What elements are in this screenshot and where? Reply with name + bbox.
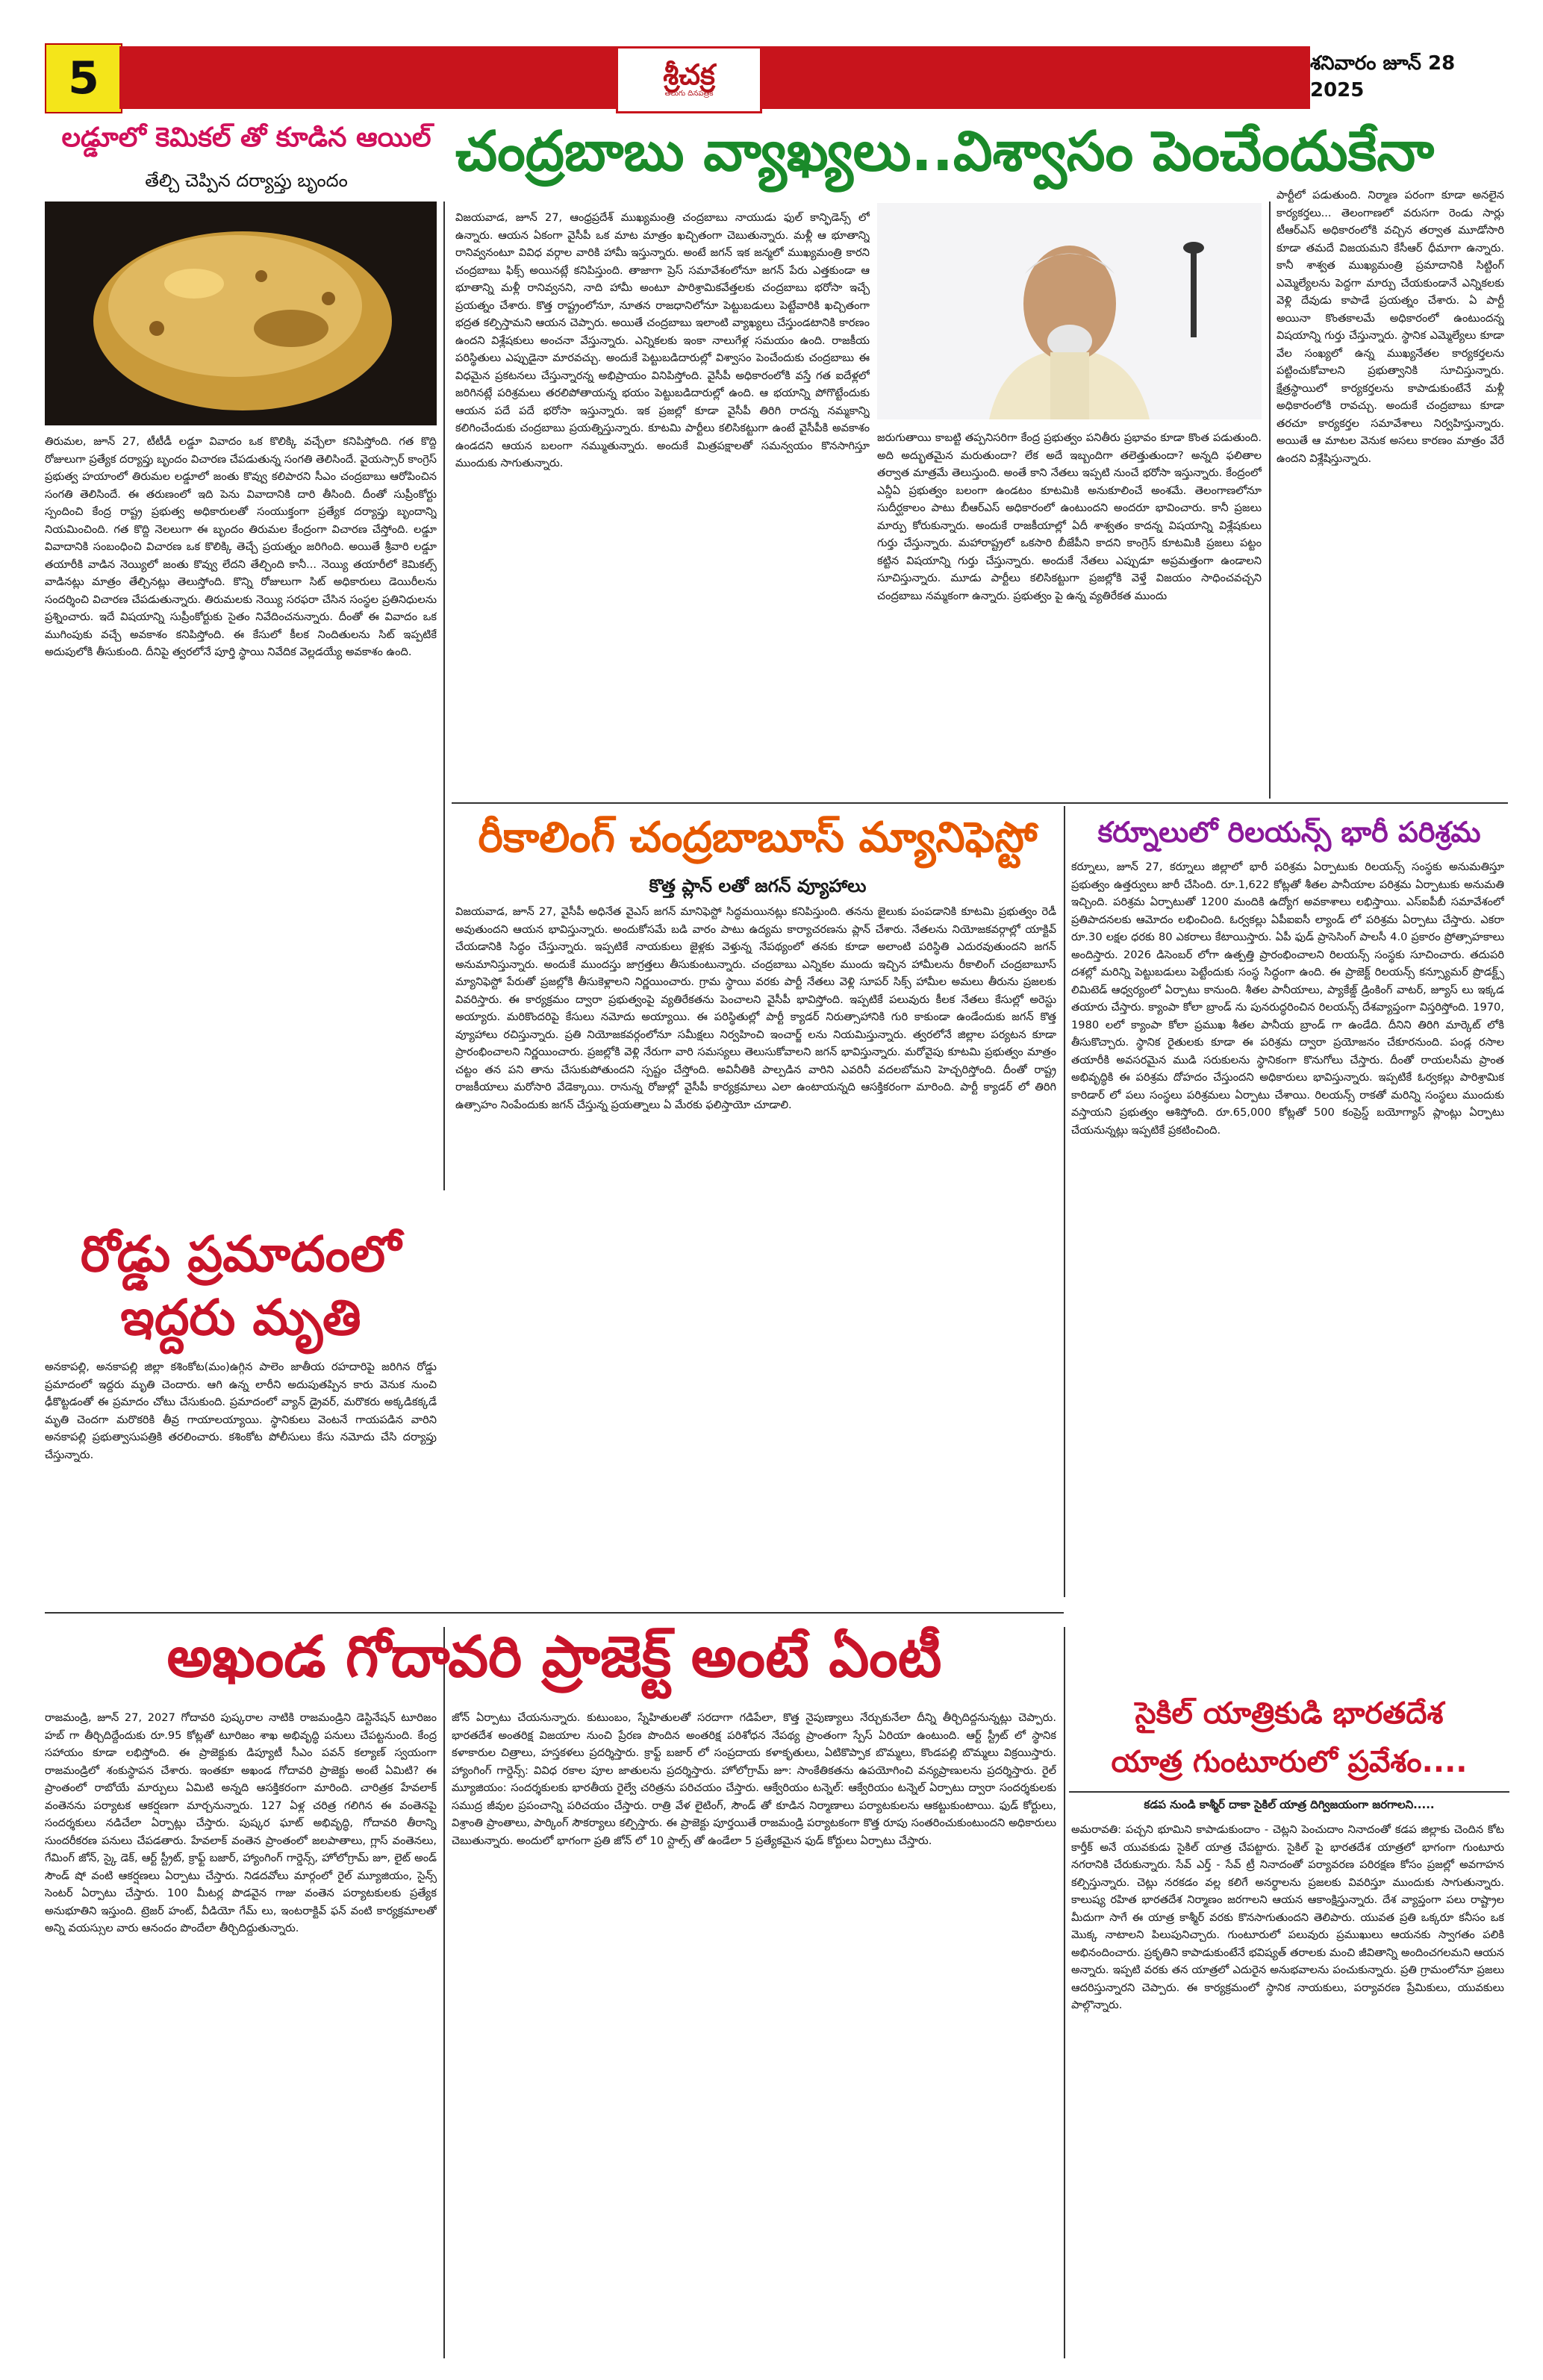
godavari-col1: రాజమండ్రి, జూన్ 27, 2027 గోదావరి పుష్కరాల నాటికి రాజమండ్రిని డెస్టినేషన్ టూరిజం హబ్ గా తీర్చిదిద్దేందుకు రూ.95 కోట్లతో టూరిజం శాఖ అభివృద్ధి పనులు చేపట్టనుంది. కేంద్ర సహాయం కూడా లభిస్తోంది. ఈ ప్రాజెక్టుకు డిప్యూటీ సీఎం పవన్ కల్యాణ్ స్వయంగా రాజమండ్రిలో శంకుస్థాపన చేశారు. ఇంతకూ అఖండ గోదావరి ప్రాజెక్టు అంటే ఏమిటి? ఈ ప్రాంతంలో రాబోయే మార్పులు ఏమిటి అన్నది ఆసక్తికరంగా మారింది. చారిత్రక హేవలాక్ వంతెనను పర్యాటక ఆకర్షణగా మార్చనున్నారు. 127 ఏళ్ల చరిత్ర గలిగిన ఈ వంతెనపై సందర్శకులు నడిచేలా ఏర్పాట్లు చేస్తారు. పుష్కర ఘాట్ అభివృద్ధి, గోదావరి తీరాన్ని సుందరీకరణ పనులు చేపడతారు. హేవలాక్ వంతెన ప్రాంతంలో జలపాతాలు, గ్లాస్ వంతెనలు, గేమింగ్ జోన్, స్కై డెక్, ఆర్ట్ స్ట్రీట్, క్రాఫ్ట్ బజార్, హ్యాంగింగ్ గార్డెన్స్, హోలోగ్రామ్ జూ, లైట్ అండ్ సౌండ్ షో వంటి ఆకర్షణలు ఏర్పాటు చేస్తారు. నిడదవోలు మార్గంలో రైల్ మ్యూజియం, సైన్స్ సెంటర్ ఏర్పాటు చేస్తారు. 100 మీటర్ల పొడవైన గాజు వంతెన పర్యాటకులకు ప్రత్యేక అనుభూతిని ఇస్తుంది. ట్రెజర్ హంట్, వీడియో గేమ్ లు, ఇంటరాక్టివ్ ఫన్ వంటి కార్యక్రమాలతో అన్ని వయస్సుల వారు ఆనందం పొందేలా తీర్చిదిద్దుతున్నారు. xyxy=(45,1711,437,1934)
laddu-photo xyxy=(45,202,437,425)
godavari-col2: జోన్ ఏర్పాటు చేయనున్నారు. కుటుంబం, స్నేహితులతో సరదాగా గడిపేలా, కొత్త నైపుణ్యాలు నేర్చుకునేలా దీన్ని తీర్చిదిద్దనున్నట్లు చెప్పారు. భారతదేశ అంతరిక్ష విజయాల నుంచి ప్రేరణ పొందిన అంతరిక్ష పరిశోధన నేపథ్య ప్రాంతంగా స్పేస్ ఏరియా ఉంటుంది. ఆర్ట్ స్ట్రీట్ లో స్థానిక కళాకారుల చిత్రాలు, హస్తకళలు ప్రదర్శిస్తారు. క్రాఫ్ట్ బజార్ లో సంప్రదాయ కళాకృతులు, ఏటికొప్పాక బొమ్మలు, కొండపల్లి బొమ్మలు విక్రయిస్తారు. హ్యాంగింగ్ గార్డెన్స్: వివిధ రకాల పూల జాతులను ప్రదర్శిస్తారు. హోలోగ్రామ్ జూ: సాంకేతికతను ఉపయోగించి వన్యప్రాణులను ప్రదర్శిస్తారు. రైల్ మ్యూజియం: సందర్శకులకు భారతీయ రైల్వే చరిత్రను పరిచయం చేస్తారు. ఆక్వేరియం టన్నెల్: ఆక్వేరియం టన్నెల్ ఏర్పాటు ద్వారా సందర్శకులకు సముద్ర జీవుల ప్రపంచాన్ని పరిచయం చేస్తారు. రాత్రి వేళ లైటింగ్, సౌండ్ తో కూడిన నిర్మాణాలు పర్యాటకులను ఆకట్టుకుంటాయి. ఫుడ్ కోర్టులు, విశ్రాంతి ప్రాంతాలు, పార్కింగ్ సౌకర్యాలు కల్పిస్తారు. ఈ ప్రాజెక్టు పూర్తయితే రాజమండ్రి పర్యాటకంగా కొత్త రూపు సంతరించుకుంటుందని అధికారులు చెబుతున్నారు. అందులో భాగంగా ప్రతి జోన్ లో 10 స్టాల్స్ తో ఉండేలా 5 ప్రత్యేకమైన ఫుడ్ కోర్టులు ఏర్పాటు చేస్తారు. xyxy=(452,1711,1056,1847)
laddu-headline: లడ్డూలో కెమికల్ తో కూడిన ఆయిల్ xyxy=(61,122,431,153)
jagan-subhead: కొత్త ప్లాన్ లతో జగన్ వ్యూహాలు xyxy=(649,875,867,896)
main-headline: చంద్రబాబు వ్యాఖ్యలు..విశ్వాసం పెంచేందుకేనా xyxy=(455,119,1435,184)
chandrababu-photo xyxy=(877,203,1262,419)
main-col3: పార్టీలో పడుతుంది. నిర్మాణ పరంగా కూడా అనలైన కార్యకర్తలు... తెలంగాణలో వరుసగా రెండు సార్లు టీఆర్ఎస్ అధికారంలోకి వచ్చిన తర్వాత మూడోసారి కూడా తమదే విజయమని కేసీఆర్ ధీమాగా ఉన్నారు. కానీ శాశ్వత ముఖ్యమంత్రి ప్రమాదానికి సిట్టింగ్ ఎమ్మెల్యేలను పెద్దగా మార్పు చేయకుండానే ఎన్నికలకు వెళ్లి దేవుడు కాపాడే ప్రయత్నం చేశారు. ఏ పార్టీ అయినా కొంతకాలమే అధికారంలో ఉంటుందన్న విషయాన్ని గుర్తు చేస్తున్నారు. స్థానిక ఎమ్మెల్యేలు కూడా వేల సంఖ్యలో ఉన్న ముఖ్యనేతల కార్యకర్తలను పట్టించుకోవాలని ప్రభుత్వానికి సూచిస్తున్నారు. క్షేత్రస్థాయిలో కార్యకర్తలను కాపాడుకుంటేనే మళ్లీ అధికారంలోకి రావచ్చు. అందుకే చంద్రబాబు కూడా తరచూ కార్యకర్తల సమావేశాలు నిర్వహిస్తున్నారు. అయితే ఆ మాటల వెనుక అసలు కారణం మాత్రం వేరే ఉందని విశ్లేషిస్తున్నారు. xyxy=(1277,189,1504,465)
jagan-headline: రీకాలింగ్ చంద్రబాబూస్ మ్యానిఫెస్టో xyxy=(478,813,1038,862)
cycle-headline-line1: సైకిల్ యాత్రికుడి భారతదేశ xyxy=(1135,1696,1444,1731)
logo-text: శ్రీచక్ర xyxy=(663,58,715,91)
cycle-headline-line2: యాత్ర గుంటూరులో ప్రవేశం.... xyxy=(1111,1745,1468,1779)
laddu-body: తిరుమల, జూన్ 27, టీటీడీ లడ్డూ వివాదం ఒక కొలిక్కి వచ్చేలా కనిపిస్తోంది. గత కొద్ది రోజులుగా ప్రత్యేక దర్యాప్తు బృందం విచారణ చేపడుతున్న సంగతి తెలిసిందే. వైయస్సార్ కాంగ్రెస్ ప్రభుత్వ హయాంలో తిరుమల లడ్డూలో జంతు కొవ్వు కలిపారని సీఎం చంద్రబాబు ఆరోపించిన సంగతి తెలిసిందే. ఈ తరుణంలో ఇది పెను వివాదానికి దారి తీసింది. దీంతో సుప్రీంకోర్టు స్పందించి కేంద్ర రాష్ట్ర ప్రభుత్వ అధికారులతో సంయుక్తంగా ప్రత్యేక దర్యాప్తు బృందాన్ని నియమించింది. గత కొద్ది నెలలుగా ఈ బృందం తిరుమల కేంద్రంగా విచారణ చేస్తోంది. లడ్డూ వివాదానికి సంబంధించి విచారణ ఒక కొలిక్కి తెచ్చే ప్రయత్నం జరిగింది. అయితే శ్రీవారి లడ్డూ తయారీకి వాడిన నెయ్యిలో జంతు కొవ్వు లేదని తేల్చింది కానీ... నెయ్యి తయారీలో కెమికల్స్ వాడినట్లు మాత్రం తేల్చినట్లు తెలుస్తోంది. కొన్ని రోజులుగా సిట్ అధికారులు డెయిరీలను సందర్శించి విచారణ చేపడుతున్నారు. తిరుమలకు నెయ్యి సరఫరా చేసిన సంస్థల ప్రతినిధులను ప్రశ్నించారు. ఇదే విషయాన్ని సుప్రీంకోర్టుకు సైతం నివేదించనున్నారు. దీంతో ఈ వివాదం ఒక ముగింపుకు వచ్చే అవకాశం కనిపిస్తోంది. ఈ కేసులో కీలక నిందితులను సిట్ ఇప్పటికే అదుపులోకి తీసుకుంది. దీనిపై త్వరలోనే పూర్తి స్థాయి నివేదిక వెల్లడయ్యే అవకాశం ఉంది. xyxy=(45,435,437,658)
dateline: శనివారం జూన్ 28 2025 xyxy=(1310,52,1456,101)
reliance-headline: కర్నూలులో రిలయన్స్ భారీ పరిశ్రమ xyxy=(1097,816,1481,849)
cycle-subhead: కడప నుండి కాశ్మీర్ దాకా సైకిల్ యాత్ర దిగ్విజయంగా జరగాలని..... xyxy=(1069,1791,1509,1814)
laddu-subhead: తేల్చి చెప్పిన దర్యాప్తు బృందం xyxy=(145,170,348,191)
reliance-body: కర్నూలు, జూన్ 27, కర్నూలు జిల్లాలో భారీ పరిశ్రమ ఏర్పాటుకు రిలయన్స్ సంస్థకు అనుమతిస్తూ ప్రభుత్వం ఉత్తర్వులు జారీ చేసింది. రూ.1,622 కోట్లతో శీతల పానీయాల పరిశ్రమ ఏర్పాటుకు అనుమతి ఇచ్చింది. పరిశ్రమ ఏర్పాటుతో 1200 మందికి ఉద్యోగ అవకాశాలు లభిస్తాయి. ఎస్ఐపీబీ సమావేశంలో ప్రతిపాదనలకు ఆమోదం లభించింది. ఓర్వకల్లు ఏపీఐఐసీ ల్యాండ్ లో పరిశ్రమ ఏర్పాటు చేస్తారు. ఎకరా రూ.30 లక్షల ధరకు 80 ఎకరాలు కేటాయిస్తారు. ఏపీ ఫుడ్ ప్రాసెసింగ్ పాలసీ 4.0 ప్రకారం ప్రోత్సాహకాలు అందిస్తారు. 2026 డిసెంబర్ లోగా ఉత్పత్తి ప్రారంభించాలని రిలయన్స్ సంస్థకు సూచించారు. తదుపరి దశల్లో మరిన్ని పెట్టుబడులు పెట్టేందుకు సంస్థ సిద్ధంగా ఉంది. ఈ ప్రాజెక్ట్ రిలయన్స్ కన్స్యూమర్ ప్రొడక్ట్స్ లిమిటెడ్ ఆధ్వర్యంలో ఏర్పాటు కానుంది. శీతల పానీయాలు, ప్యాకేజ్డ్ డ్రింకింగ్ వాటర్, జ్యూస్ లు ఇక్కడ తయారు చేస్తారు. క్యాంపా కోలా బ్రాండ్ ను పునరుద్ధరించిన రిలయన్స్ దేశవ్యాప్తంగా విస్తరిస్తోంది. 1970, 1980 లలో క్యాంపా కోలా ప్రముఖ శీతల పానీయ బ్రాండ్ గా ఉండేది. దీనిని తిరిగి మార్కెట్ లోకి తీసుకొచ్చారు. స్థానిక రైతులకు కూడా ఈ పరిశ్రమ ద్వారా ప్రయోజనం చేకూరనుంది. పండ్ల రసాల తయారీకి అవసరమైన ముడి సరుకులను స్థానికంగా కొనుగోలు చేస్తారు. దీంతో రాయలసీమ ప్రాంత అభివృద్ధికి ఈ పరిశ్రమ దోహదం చేస్తుందని అధికారులు భావిస్తున్నారు. ఇప్పటికే ఓర్వకల్లు పారిశ్రామిక కారిడార్ లో పలు సంస్థలు పరిశ్రమలు ఏర్పాటు చేశాయి. రిలయన్స్ రాకతో మరిన్ని సంస్థలు ముందుకు వస్తాయని ప్రభుత్వం ఆశిస్తోంది. రూ.65,000 కోట్లతో 500 కంప్రెస్డ్ బయోగ్యాస్ ప్లాంట్లు ఏర్పాటు చేయనున్నట్లు ఇప్పటికే ప్రకటించింది. xyxy=(1071,861,1504,1137)
jagan-body: విజయవాడ, జూన్ 27, వైసీపీ అధినేత వైఎస్ జగన్ మానిఫెస్టో సిద్ధమయినట్లు కనిపిస్తుంది. తనను జైలుకు పంపడానికి కూటమి ప్రభుత్వం రెడీ అవుతుందని ఆయన భావిస్తున్నారు. అందుకోసమే బడి వారం పాటు ఉద్యమ కార్యాచరణను ప్లాన్ చేశారు. నేతలను నియోజకవర్గాల్లో యాక్టివ్ చేయడానికి సిద్ధం చేస్తున్నారు. ఇప్పటికే నాయకులు జైళ్లకు వెళ్తున్న నేపథ్యంలో తనకు కూడా అలాంటి పరిస్థితి ఎదురవుతుందని జగన్ అనుమానిస్తున్నారు. అందుకే ముందస్తు జాగ్రత్తలు తీసుకుంటున్నారు. చంద్రబాబు ఎన్నికల ముందు ఇచ్చిన హామీలను రీకాలింగ్ చంద్రబాబూస్ మ్యానిఫెస్టో పేరుతో ప్రజల్లోకి తీసుకెళ్లాలని నిర్ణయించారు. గ్రామ స్థాయి వరకు పార్టీ నేతలు వెళ్లి సూపర్ సిక్స్ హామీల అమలు తీరును ప్రజలకు వివరిస్తారు. ఈ కార్యక్రమం ద్వారా ప్రభుత్వంపై వ్యతిరేకతను పెంచాలని వైసీపీ భావిస్తోంది. ఇప్పటికే పలువురు కీలక నేతలు కేసుల్లో అరెస్టు అయ్యారు. మరికొందరిపై కేసులు నమోదు అయ్యాయి. ఈ పరిస్థితుల్లో పార్టీ క్యాడర్ నిరుత్సాహానికి గురి కాకుండా ఉండేందుకు జగన్ కొత్త వ్యూహాలు రచిస్తున్నారు. ప్రతి నియోజకవర్గంలోనూ సమీక్షలు నిర్వహించి ఇంచార్జ్ లను నియమిస్తున్నారు. త్వరలోనే జిల్లాల పర్యటన కూడా ప్రారంభించాలని నిర్ణయించారు. ప్రజల్లోకి వెళ్లి నేరుగా వారి సమస్యలు తెలుసుకోవాలని జగన్ భావిస్తున్నారు. మరోవైపు కూటమి ప్రభుత్వం మాత్రం చట్టం తన పని తాను చేసుకుపోతుందని స్పష్టం చేస్తోంది. అవినీతికి పాల్పడిన వారిని ఎవరినీ వదలబోమని హెచ్చరిస్తోంది. దీంతో రాష్ట్ర రాజకీయాలు మరోసారి వేడెక్కాయి. రానున్న రోజుల్లో వైసీపీ కార్యక్రమాలు ఎలా ఉంటాయన్నది ఆసక్తికరంగా మారింది. పార్టీ క్యాడర్ లో తిరిగి ఉత్సాహం నింపేందుకు జగన్ చేస్తున్న ప్రయత్నాలు ఏ మేరకు ఫలిస్తాయో చూడాలి. xyxy=(455,905,1056,1111)
main-col1: విజయవాడ, జూన్ 27, ఆంధ్రప్రదేశ్ ముఖ్యమంత్రి చంద్రబాబు నాయుడు ఫుల్ కాన్ఫిడెన్స్ లో ఉన్నారు. ఆయన ఏకంగా వైసీపీ ఒక మాట మాత్రం ఖచ్చితంగా చెబుతున్నారు. మళ్లీ ఆ భూతాన్ని రానివ్వనంటూ వివిధ వర్గాల వారికి హామీ ఇస్తున్నారు. అంటే జగన్ ఇక జన్మలో ముఖ్యమంత్రి కారని చంద్రబాబు ఫిక్స్ అయినట్లే కనిపిస్తుంది. తాజాగా ప్రెస్ సమావేశంలోనూ జగన్ పేరు ఎత్తకుండా ఆ భూతాన్ని మళ్లీ రానివ్వనని, నాది హామీ అంటూ పారిశ్రామికవేత్తలకు చంద్రబాబు భరోసా ఇచ్చే ప్రయత్నం చేశారు. కొత్త రాష్ట్రంలోనూ, నూతన రాజధానిలోనూ పెట్టుబడులు పెట్టేవారికి ఖచ్చితంగా భద్రత కల్పిస్తామని ఆయన చెప్పారు. అయితే చంద్రబాబు ఇలాంటి వ్యాఖ్యలు చేస్తుండటానికి కారణం ఉందని విశ్లేషకులు అంచనా వేస్తున్నారు. ఎన్నికలకు ఇంకా నాలుగేళ్ల సమయం ఉంది. రాజకీయ పరిస్థితులు ఎప్పుడైనా మారవచ్చు. అందుకే పెట్టుబడిదారుల్లో విశ్వాసం పెంచేందుకు చంద్రబాబు ఈ విధమైన ప్రకటనలు చేస్తున్నారన్న అభిప్రాయం వినిపిస్తోంది. వైసీపీ అధికారంలోకి వస్తే గత ఐదేళ్లలో జరిగినట్లే పరిశ్రమలు తరలిపోతాయన్న భయం పెట్టుబడిదారుల్లో ఉంది. ఆ భయాన్ని పోగొట్టేందుకు ఆయన పదే పదే భరోసా ఇస్తున్నారు. ఇక ప్రజల్లో కూడా వైసీపీ తిరిగి రాదన్న నమ్మకాన్ని కలిగించేందుకు చంద్రబాబు ప్రయత్నిస్తున్నారు. కూటమి పార్టీలు కలిసికట్టుగా ఉంటే వైసీపీకి అవకాశం ఉండదని ఆయన బలంగా నమ్ముతున్నారు. అందుకే మిత్రపక్షాలతో సమన్వయం కొనసాగిస్తూ ముందుకు సాగుతున్నారు. xyxy=(455,211,870,469)
accident-headline-line1: రోడ్డు ప్రమాదంలో xyxy=(80,1225,402,1283)
page-number: 5 xyxy=(45,43,122,113)
godavari-headline: అఖండ గోదావరి ప్రాజెక్ట్ అంటే ఏంటీ xyxy=(166,1623,942,1690)
logo-tagline: తెలుగు దినపత్రిక xyxy=(664,90,714,98)
newspaper-logo xyxy=(616,46,762,113)
cycle-body: అమరావతి: పచ్చని భూమిని కాపాడుకుందాం - చెట్లని పెంచుదాం నినాదంతో కడప జిల్లాకు చెందిన కోట కార్తీక్ అనే యువకుడు సైకిల్ యాత్ర చేపట్టారు. సైకిల్ పై భారతదేశ యాత్రలో భాగంగా గుంటూరు నగరానికి చేరుకున్నారు. సేవ్ ఎర్త్ - సేవ్ ట్రీ నినాదంతో పర్యావరణ పరిరక్షణ కోసం ప్రజల్లో అవగాహన కల్పిస్తున్నారు. చెట్లు నరకడం వల్ల కలిగే అనర్థాలను ప్రజలకు వివరిస్తూ ముందుకు సాగుతున్నారు. కాలుష్య రహిత భారతదేశ నిర్మాణం జరగాలని ఆయన ఆకాంక్షిస్తున్నారు. దేశ వ్యాప్తంగా పలు రాష్ట్రాల మీదుగా సాగే ఈ యాత్ర కాశ్మీర్ వరకు కొనసాగుతుందని తెలిపారు. యువత ప్రతి ఒక్కరూ కనీసం ఒక మొక్క నాటాలని పిలుపునిచ్చారు. గుంటూరులో పలువురు ప్రముఖులు ఆయనకు స్వాగతం పలికి అభినందించారు. ప్రకృతిని కాపాడుకుంటేనే భవిష్యత్ తరాలకు మంచి జీవితాన్ని అందించగలమని ఆయన అన్నారు. ఇప్పటి వరకు తన యాత్రలో ఎదురైన అనుభవాలను పంచుకున్నారు. ప్రతి గ్రామంలోనూ ప్రజలు ఆదరిస్తున్నారని చెప్పారు. ఈ కార్యక్రమంలో స్థానిక నాయకులు, పర్యావరణ ప్రేమికులు, యువకులు పాల్గొన్నారు. xyxy=(1071,1823,1504,2011)
accident-body: అనకాపల్లి, అనకాపల్లి జిల్లా కశింకోట(మం)ఉగ్గిన పాలెం జాతీయ రహదారిపై జరిగిన రోడ్డు ప్రమాదంలో ఇద్దరు మృతి చెందారు. ఆగి ఉన్న లారీని అదుపుతప్పిన కారు వెనుక నుంచి ఢీకొట్టడంతో ఈ ప్రమాదం చోటు చేసుకుంది. ప్రమాదంలో వ్యాన్ డ్రైవర్, మరొకరు అక్కడికక్కడే మృతి చెందగా మరొకరికి తీవ్ర గాయాలయ్యాయి. స్థానికులు వెంటనే గాయపడిన వారిని అనకాపల్లి ప్రభుత్వాసుపత్రికి తరలించారు. కశింకోట పోలీసులు కేసు నమోదు చేసి దర్యాప్తు చేస్తున్నారు. xyxy=(45,1361,437,1461)
main-col2: జరుగుతాయి కాబట్టి తప్పనిసరిగా కేంద్ర ప్రభుత్వం పనితీరు ప్రభావం కూడా కొంత పడుతుంది. అది అద్భుతమైన మరుతుందా? లేక అదే ఇబ్బందిగా తలెత్తుతుందా? అన్నది ఫలితాల తర్వాత మాత్రమే తెలుస్తుంది. అంతే కాని నేతలు ఇప్పటి నుంచే భరోసా ఇస్తున్నారు. కేంద్రంలో ఎన్డీఏ ప్రభుత్వం బలంగా ఉండటం కూటమికి అనుకూలించే అంశమే. తెలంగాణలోనూ సుదీర్ఘకాలం పాటు బీఆర్ఎస్ అధికారంలో ఉంటుందని అందరూ భావించారు. కానీ ప్రజలు మార్పు కోరుకున్నారు. అందుకే రాజకీయాల్లో ఏదీ శాశ్వతం కాదన్న విషయాన్ని విశ్లేషకులు గుర్తు చేస్తున్నారు. మహారాష్ట్రలో ఒకసారి బీజేపీని కాదని కాంగ్రెస్ కూటమికి ప్రజలు పట్టం కట్టిన విషయాన్ని గుర్తు చేస్తున్నారు. అందుకే నేతలు ఎప్పుడూ అప్రమత్తంగా ఉండాలని సూచిస్తున్నారు. మూడు పార్టీలు కలిసికట్టుగా ప్రజల్లోకి వెళ్తే విజయం సాధించవచ్చని చంద్రబాబు నమ్మకంగా ఉన్నారు. ప్రభుత్వం పై ఉన్న వ్యతిరేకత ముందు xyxy=(877,431,1262,602)
accident-headline-line2: ఇద్దరు మృతి xyxy=(120,1289,361,1346)
